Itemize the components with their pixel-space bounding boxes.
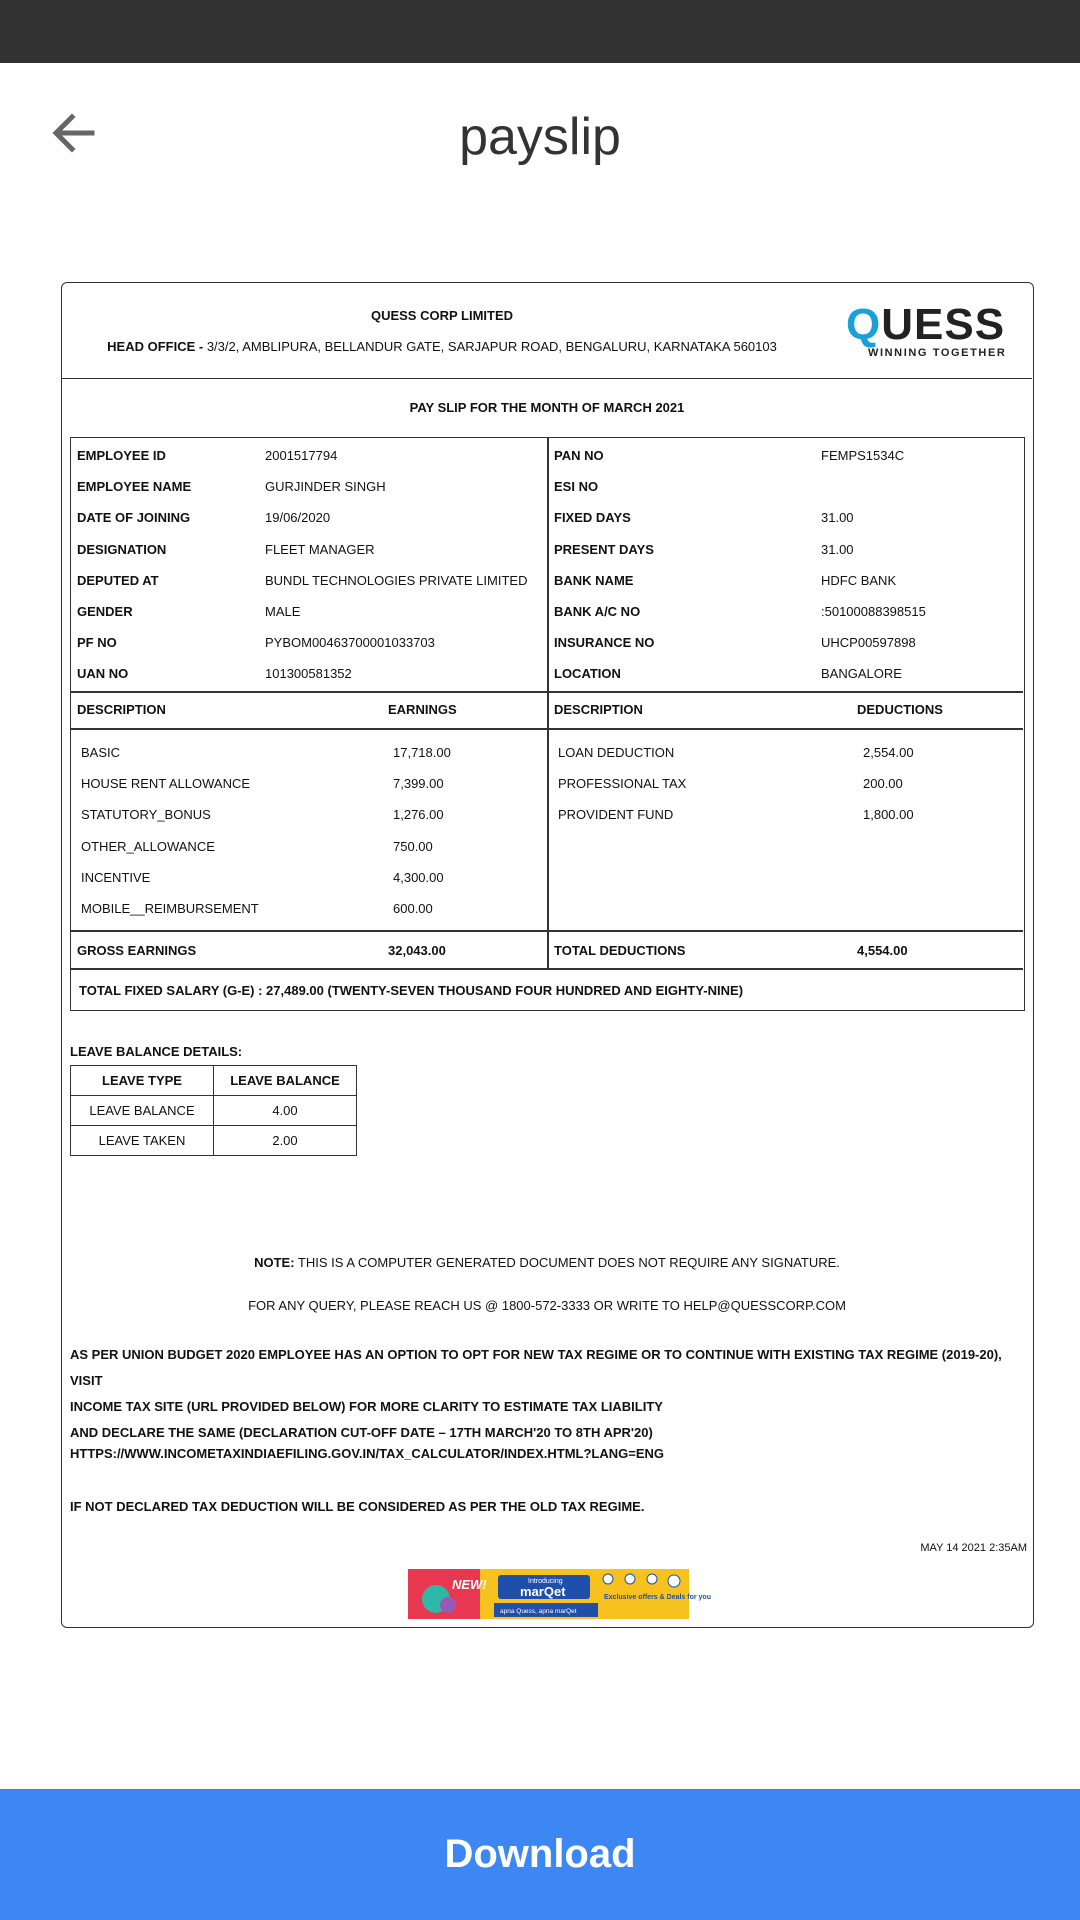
earning-item-name: MOBILE__REIMBURSEMENT <box>81 901 259 916</box>
employee-field-value: HDFC BANK <box>821 572 897 588</box>
employee-field-value: FEMPS1534C <box>821 448 905 463</box>
page-title: payslip <box>459 108 621 166</box>
old-regime-notice: IF NOT DECLARED TAX DEDUCTION WILL BE CONSIDERED AS PER THE OLD TAX REGIME. <box>70 1499 645 1514</box>
employee-field-value: 31.00 <box>821 541 854 557</box>
earnings-desc-header: DESCRIPTION <box>77 702 166 717</box>
earning-item-name: INCENTIVE <box>81 869 151 885</box>
gross-earnings-value: 32,043.00 <box>388 943 446 958</box>
employee-field-label: DATE OF JOINING <box>77 510 191 526</box>
employee-field-label: DEPUTED AT <box>77 572 159 588</box>
address-text: 3/3/2, AMBLIPURA, BELLANDUR GATE, SARJAPUR ROAD, BENGALURU, KARNATAKA 560103 <box>206 339 777 354</box>
deduction-item-name: PROVIDENT FUND <box>558 807 674 823</box>
employee-field-label: BANK NAME <box>554 572 634 588</box>
marqet-promo-banner[interactable] <box>408 1569 711 1619</box>
total-deductions-value: 4,554.00 <box>857 943 908 958</box>
employee-field-label: UAN NO <box>77 666 129 682</box>
svg-text:marQet: marQet <box>520 1584 566 1599</box>
employee-field-label: EMPLOYEE NAME <box>77 479 192 495</box>
deduction-item-name: LOAN DEDUCTION <box>558 745 675 760</box>
budget-notice: AS PER UNION BUDGET 2020 EMPLOYEE HAS AN OPTION TO OPT FOR NEW TAX REGIME OR TO CONTINUE WITH EXISTING TAX REGIME (2019-20), VISIT INCOME TAX SITE (URL PROVIDED BELOW) FOR MORE CLARITY TO ESTIMATE TAX LIABILITY AND DECLARE THE SAME (DECLARATION CUT-OFF DATE – 17TH MARCH'20 TO 8TH APR'20) <box>70 1347 1002 1440</box>
deduction-item-name: PROFESSIONAL TAX <box>558 776 687 792</box>
head-office-address <box>62 339 822 354</box>
svg-text:Introducing: Introducing <box>528 1578 563 1585</box>
employee-field-value: 101300581352 <box>265 666 352 682</box>
deduction-item-amount: 2,554.00 <box>863 745 914 760</box>
employee-field-value: :50100088398515 <box>821 604 926 619</box>
document-header <box>62 283 1032 379</box>
status-bar <box>0 0 1080 63</box>
employee-field-label: LOCATION <box>554 666 621 682</box>
svg-text:NEW!: NEW! <box>452 1577 487 1592</box>
employee-field-label: INSURANCE NO <box>554 635 655 651</box>
salary-details-box <box>70 437 1025 1011</box>
table-row <box>71 1096 357 1126</box>
quess-logo: QUESS WINNING TOGETHER <box>846 300 1007 359</box>
earning-item-amount: 7,399.00 <box>393 776 444 792</box>
query-contact-text: FOR ANY QUERY, PLEASE REACH US @ 1800-572-3333 OR WRITE TO HELP@QUESSCORP.COM <box>248 1298 846 1313</box>
payslip-month-title: PAY SLIP FOR THE MONTH OF MARCH 2021 <box>409 400 685 415</box>
svg-text:apna Quess, apna marQet: apna Quess, apna marQet <box>500 1608 577 1615</box>
employee-field-label: BANK A/C NO <box>554 604 641 619</box>
svg-text:Exclusive offers & Deals for y: Exclusive offers & Deals for you <box>604 1594 711 1601</box>
employee-field-value: UHCP00597898 <box>821 635 916 651</box>
leave-balance-title: LEAVE BALANCE DETAILS: <box>70 1044 243 1059</box>
earning-item-amount: 17,718.00 <box>393 745 451 760</box>
total-fixed-salary: TOTAL FIXED SALARY (G-E) : 27,489.00 (TWENTY-SEVEN THOUSAND FOUR HUNDRED AND EIGHTY-NINE) <box>79 983 744 998</box>
employee-field-value: BANGALORE <box>821 666 902 682</box>
table-row <box>71 1126 357 1156</box>
leave-type-header: LEAVE TYPE <box>71 1066 214 1096</box>
employee-field-label: ESI NO <box>554 479 599 495</box>
employee-field-value: 19/06/2020 <box>265 510 331 526</box>
deductions-desc-header: DESCRIPTION <box>554 702 643 717</box>
earning-item-amount: 4,300.00 <box>393 869 444 885</box>
company-name: QUESS CORP LIMITED <box>370 308 514 323</box>
employee-field-value: 31.00 <box>821 510 854 526</box>
gross-earnings-label: GROSS EARNINGS <box>77 943 197 958</box>
leave-value-cell: 2.00 <box>214 1126 357 1156</box>
address-label: HEAD OFFICE - <box>107 339 204 354</box>
computer-generated-note <box>62 1255 1032 1270</box>
deductions-header: DEDUCTIONS <box>857 702 943 717</box>
employee-field-value: BUNDL TECHNOLOGIES PRIVATE LIMITED <box>265 572 528 588</box>
employee-field-value: MALE <box>265 604 301 619</box>
earning-item-name: HOUSE RENT ALLOWANCE <box>81 776 251 792</box>
app-bar <box>0 63 1080 213</box>
leave-balance-header: LEAVE BALANCE <box>214 1066 357 1096</box>
employee-field-label: PF NO <box>77 635 117 651</box>
earning-item-name: BASIC <box>81 745 121 760</box>
generated-timestamp: MAY 14 2021 2:35AM <box>920 1542 1027 1554</box>
leave-type-cell: LEAVE TAKEN <box>71 1126 214 1156</box>
leave-type-cell: LEAVE BALANCE <box>71 1096 214 1126</box>
earning-item-name: OTHER_ALLOWANCE <box>81 838 215 854</box>
earning-item-name: STATUTORY_BONUS <box>81 807 211 823</box>
deduction-item-amount: 1,800.00 <box>863 807 914 823</box>
employee-field-label: GENDER <box>77 604 133 619</box>
employee-field-label: EMPLOYEE ID <box>77 448 166 463</box>
deduction-item-amount: 200.00 <box>863 776 903 792</box>
earning-item-amount: 750.00 <box>393 838 433 854</box>
note-label: NOTE: <box>254 1255 295 1270</box>
employee-field-value: PYBOM00463700001033703 <box>265 635 435 651</box>
leave-balance-table <box>70 1065 357 1156</box>
employee-field-value: 2001517794 <box>265 448 338 463</box>
employee-field-value: FLEET MANAGER <box>265 541 375 557</box>
employee-field-label: FIXED DAYS <box>554 510 631 526</box>
note-text: THIS IS A COMPUTER GENERATED DOCUMENT DOES NOT REQUIRE ANY SIGNATURE. <box>297 1255 840 1270</box>
employee-field-label: PAN NO <box>554 448 604 463</box>
employee-field-label: PRESENT DAYS <box>554 541 654 557</box>
earning-item-amount: 600.00 <box>393 901 433 916</box>
tax-calculator-url: HTTPS://WWW.INCOMETAXINDIAEFILING.GOV.IN/TAX_CALCULATOR/INDEX.HTML?LANG=ENG <box>70 1446 665 1461</box>
payslip-document <box>61 282 1034 1628</box>
leave-value-cell: 4.00 <box>214 1096 357 1126</box>
employee-field-label: DESIGNATION <box>77 541 167 557</box>
download-button[interactable]: Download <box>0 1789 1080 1920</box>
earning-item-amount: 1,276.00 <box>393 807 444 823</box>
employee-field-value: GURJINDER SINGH <box>265 479 386 495</box>
total-deductions-label: TOTAL DEDUCTIONS <box>554 943 686 958</box>
earnings-header: EARNINGS <box>388 702 457 717</box>
